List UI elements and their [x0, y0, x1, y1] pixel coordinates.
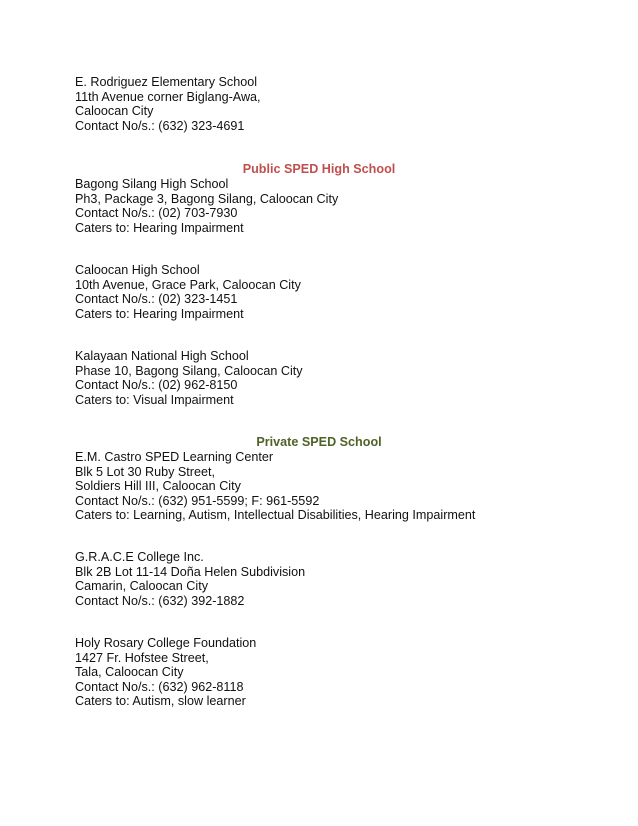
school-entry-holy-rosary — [75, 636, 256, 709]
school-entry-em-castro — [75, 450, 475, 523]
school-name: E.M. Castro SPED Learning Center — [75, 450, 274, 464]
school-contact: Contact No/s.: (02) 703-7930 — [75, 206, 238, 220]
school-contact: Contact No/s.: (632) 392-1882 — [75, 593, 245, 608]
school-contact: Contact No/s.: (632) 951-5599; F: 961-5592 — [75, 493, 320, 508]
school-address: Blk 2B Lot 11-14 Doña Helen Subdivision — [75, 564, 306, 579]
section-heading-public-sped: Public SPED High School — [242, 162, 396, 176]
school-contact: Contact No/s.: (02) 323-1451 — [75, 292, 238, 306]
school-contact: Contact No/s.: (02) 962-8150 — [75, 378, 238, 392]
school-caters-to: Caters to: Autism, slow learner — [75, 694, 246, 708]
school-entry-e-rodriguez — [75, 75, 261, 133]
section-heading-private-sped: Private SPED School — [256, 435, 382, 449]
school-entry-caloocan-high — [75, 263, 301, 321]
school-caters-to: Caters to: Visual Impairment — [75, 392, 234, 407]
school-address: Blk 5 Lot 30 Ruby Street, — [75, 464, 216, 479]
school-city: Caloocan City — [75, 104, 154, 118]
school-address: 11th Avenue corner Biglang-Awa, — [75, 89, 261, 104]
school-name: Kalayaan National High School — [75, 349, 249, 363]
school-address: Ph3, Package 3, Bagong Silang, Caloocan City — [75, 191, 339, 206]
school-entry-kalayaan — [75, 349, 303, 407]
school-address: Phase 10, Bagong Silang, Caloocan City — [75, 363, 303, 378]
school-name: E. Rodriguez Elementary School — [75, 75, 258, 89]
school-city: Soldiers Hill III, Caloocan City — [75, 479, 241, 493]
school-name: G.R.A.C.E College Inc. — [75, 550, 204, 564]
school-city: Camarin, Caloocan City — [75, 579, 208, 593]
school-entry-bagong-silang — [75, 177, 338, 235]
school-contact: Contact No/s.: (632) 323-4691 — [75, 118, 245, 133]
school-name: Holy Rosary College Foundation — [75, 636, 257, 650]
school-caters-to: Caters to: Learning, Autism, Intellectual Disabilities, Hearing Impairment — [75, 508, 476, 522]
school-name: Caloocan High School — [75, 263, 200, 277]
school-name: Bagong Silang High School — [75, 177, 229, 191]
school-contact: Contact No/s.: (632) 962-8118 — [75, 679, 244, 694]
school-city: Tala, Caloocan City — [75, 665, 184, 679]
school-entry-grace-college — [75, 550, 305, 608]
school-address: 1427 Fr. Hofstee Street, — [75, 650, 209, 665]
school-caters-to: Caters to: Hearing Impairment — [75, 306, 244, 321]
school-caters-to: Caters to: Hearing Impairment — [75, 220, 244, 235]
school-address: 10th Avenue, Grace Park, Caloocan City — [75, 277, 301, 292]
